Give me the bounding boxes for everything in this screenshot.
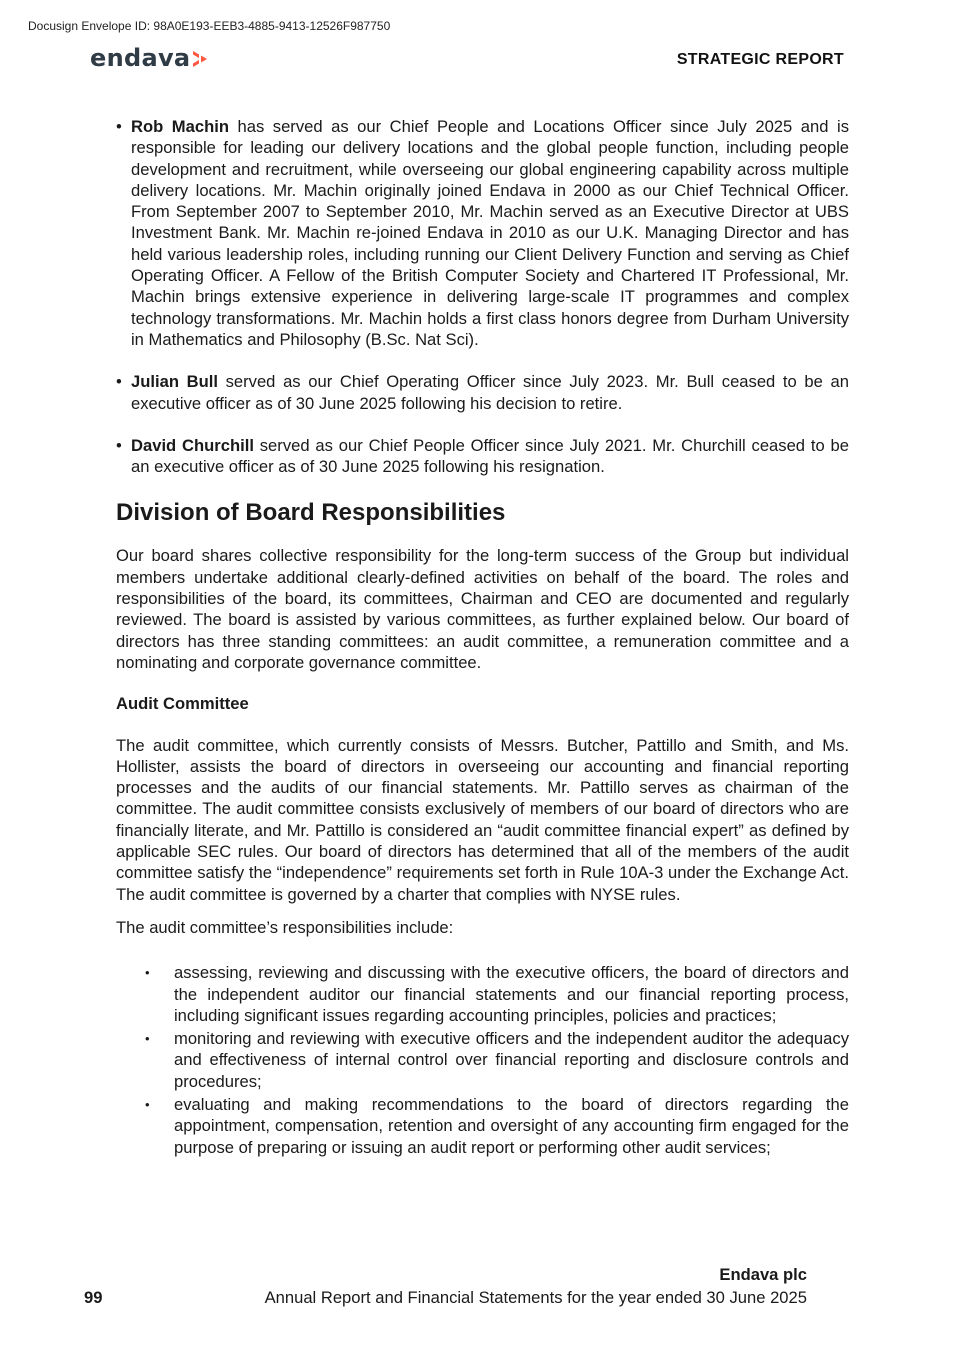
bullet-icon: •: [145, 1031, 150, 1047]
division-intro: Our board shares collective responsibility for the long-term success of the Group but individual members undertake additional clearly-defined activities on behalf of the board. The roles and responsibilities of the board, its committees, Chairman and CEO are documented and regularly reviewed. The board is assisted by various committees, as further explained below. Our board of directors has three standing committees: an audit committee, a remuneration committee and a nominating and corporate governance committee.: [116, 546, 849, 672]
list-item-text: assessing, reviewing and discussing with the executive officers, the board of directors and the independent auditor our financial statements and our financial reporting process, including significant issues regarding accounting principles, policies and practices;: [174, 963, 849, 1025]
officer-name: Julian Bull: [131, 372, 218, 392]
audit-responsibilities-list: [116, 962, 849, 1158]
officer-bio-rob-machin: [116, 116, 849, 350]
audit-resp-intro: The audit committee’s responsibilities include:: [116, 917, 454, 937]
page-content: [116, 116, 849, 1160]
page-number: 99: [84, 1288, 103, 1307]
docusign-envelope-id: Docusign Envelope ID: 98A0E193-EEB3-4885-9413-12526F987750: [28, 19, 391, 33]
officer-bio-text: served as our Chief People Officer since July 2021. Mr. Churchill ceased to be an executive officer as of 30 June 2025 following his resignation.: [131, 435, 849, 477]
bullet-icon: •: [116, 117, 122, 136]
officer-name: David Churchill: [131, 435, 254, 455]
audit-committee-heading: Audit Committee: [116, 694, 249, 714]
officer-bio-text: served as our Chief Operating Officer since July 2023. Mr. Bull ceased to be an executive officer as of 30 June 2025 following his decision to retire.: [131, 372, 849, 413]
bullet-icon: •: [145, 965, 150, 981]
section-label: STRATEGIC REPORT: [676, 51, 844, 68]
bullet-icon: •: [145, 1096, 150, 1112]
list-item: [116, 1094, 849, 1158]
list-item-text: evaluating and making recommendations to the board of directors regarding the appointment, compensation, retention and oversight of any accounting firm engaged for the purpose of preparing or issuing an audit report or performing other audit services;: [174, 1094, 849, 1157]
endava-logo: [90, 44, 208, 72]
division-heading: Division of Board Responsibilities: [116, 499, 506, 527]
officer-name: Rob Machin: [131, 117, 229, 136]
list-item: [116, 962, 849, 1026]
list-item-text: monitoring and reviewing with executive officers and the independent auditor the adequacy and effectiveness of internal control over financial reporting and disclosure controls and procedures;: [174, 1029, 849, 1091]
logo-wordmark: endava: [90, 44, 191, 72]
footer-report-title: Annual Report and Financial Statements for the year ended 30 June 2025: [264, 1288, 807, 1307]
list-item: [116, 1028, 849, 1092]
officer-bio-julian-bull: [116, 371, 849, 414]
officer-bio-text: has served as our Chief People and Locations Officer since July 2025 and is responsible for leading our delivery locations and the global people function, including people development and recruitment, while overseeing our global engineering capability across multiple delivery locations. Mr. Machin originally joined Endava in 2000 as our Chief Technical Officer. From September 2007 to September 2010, Mr. Machin served as an Executive Director at UBS Investment Bank. Mr. Machin re-joined Endava in 2010 as our U.K. Managing Director and has held various leadership roles, including running our Client Delivery Function and serving as Chief Operating Officer. A Fellow of the British Computer Society and Chartered IT Professional, Mr. Machin brings extensive experience in delivering large-scale IT programmes and complex technology transformations. Mr. Machin holds a first class honors degree from Durham University in Mathematics and Philosophy (B.Sc. Nat Sci).: [131, 117, 849, 349]
logo-mark-icon: [192, 50, 208, 68]
footer-company: Endava plc: [719, 1265, 807, 1284]
audit-committee-body: The audit committee, which currently consists of Messrs. Butcher, Pattillo and Smith, and Ms. Hollister, assists the board of directors in overseeing our accounting and financial reporting processes and the audits of our financial statements. Mr. Pattillo serves as chairman of the committee. The audit committee consists exclusively of members of our board of directors who are financially literate, and Mr. Pattillo is considered an “audit committee financial expert” as defined by applicable SEC rules. Our board of directors has determined that all of the members of the audit committee satisfy the “independence” requirements set forth in Rule 10A-3 under the Exchange Act. The audit committee is governed by a charter that complies with NYSE rules.: [116, 735, 849, 904]
bullet-icon: •: [116, 372, 122, 392]
officer-bio-david-churchill: [116, 435, 849, 478]
bullet-icon: •: [116, 435, 122, 455]
